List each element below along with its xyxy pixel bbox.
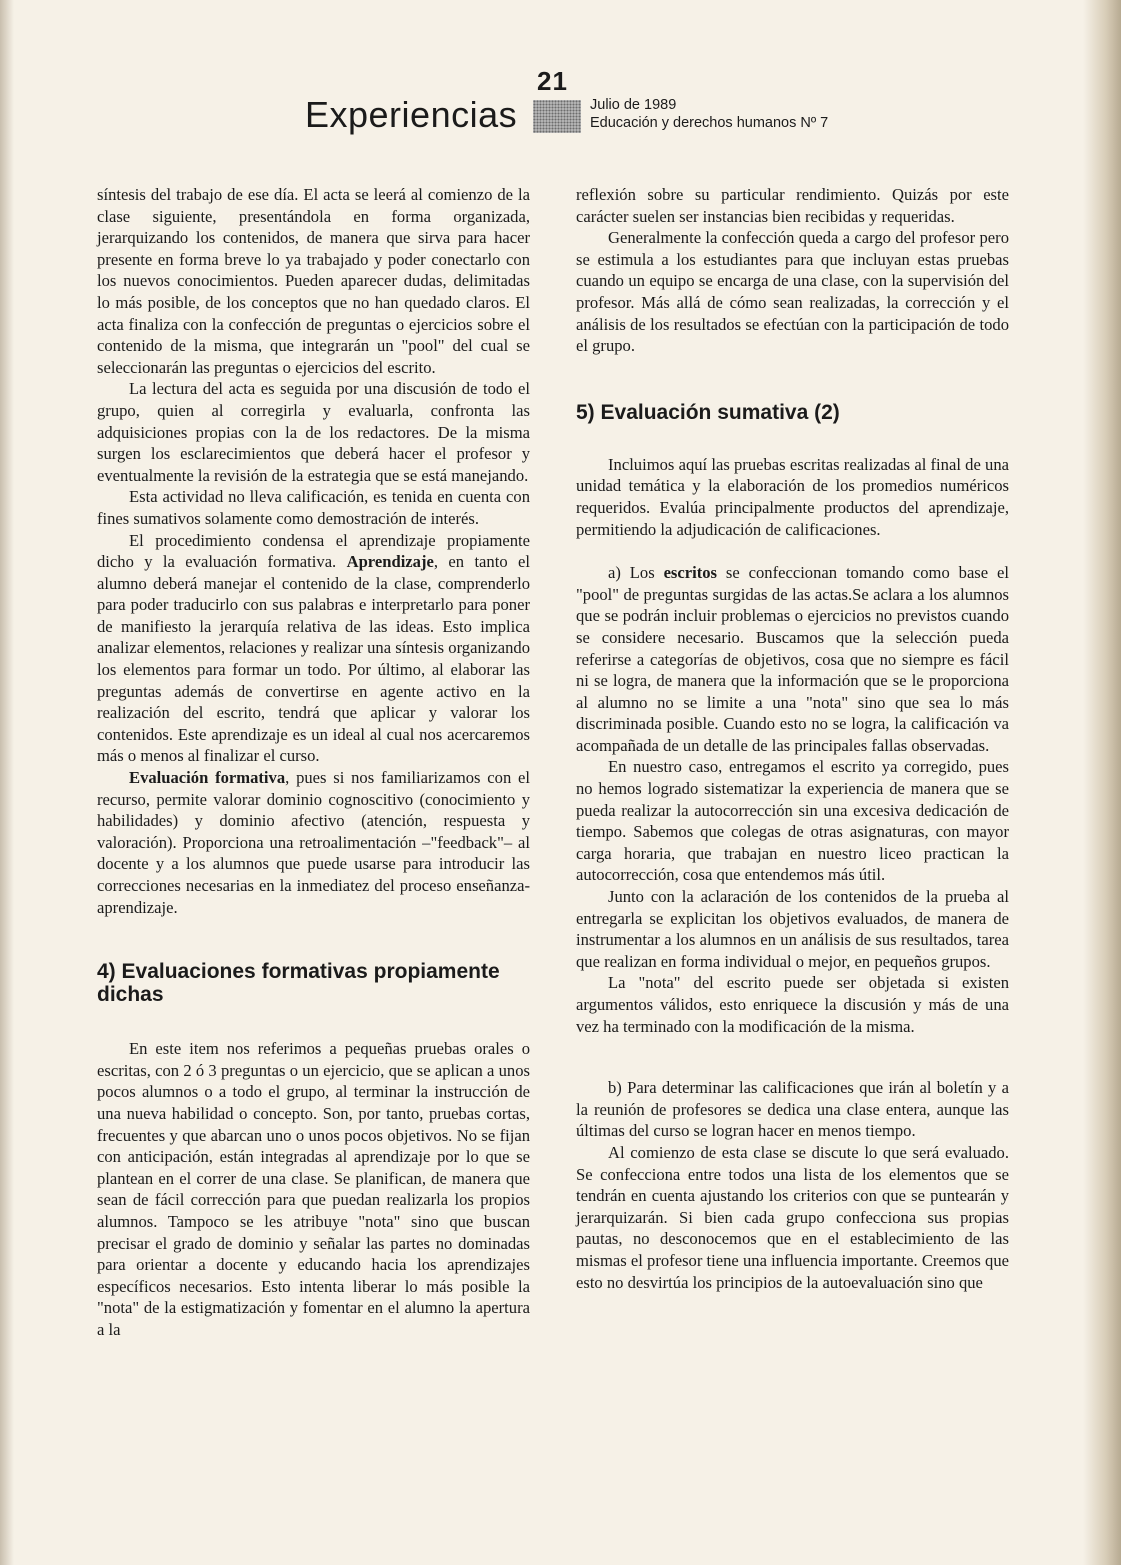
- paragraph: En este item nos referimos a pequeñas pruebas orales o escritas, con 2 ó 3 preguntas o un ejercicio, que se aplican a unos pocos alumnos o a todo el grupo, al terminar la instrucción de una nueva habilidad o concepto. Son, por tanto, pruebas cortas, frecuentes y que abarcan uno o unos pocos objetivos. No se fijan con anticipación, están integradas al aprendizaje por lo que se plantean en el correr de una clase. Se planifican, de manera que sean de fácil corrección para que puedan realizarla los propios alumnos. Tampoco se les atribuye "nota" sino que buscan precisar el grado de dominio y señalar las partes no dominadas para orientar a docente y educando hacia los aprendizajes específicos necesarios. Esto intenta liberar lo más posible la "nota" de la estigmatización y fomentar en el alumno la apertura a la: [97, 1039, 530, 1339]
- left-column: [97, 184, 530, 1341]
- paragraph: En nuestro caso, entregamos el escrito ya corregido, pues no hemos logrado sistematizar la experiencia de manera que se pueda realizar la autocorrección sin una excesiva dedicación de tiempo. Sabemos que colegas de otras asignaturas, con mayor carga horaria, que trabajan en nuestro liceo practican la autocorrección, cosa que entendemos más útil.: [576, 757, 1009, 885]
- paragraph: b) Para determinar las calificaciones que irán al boletín y a la reunión de profesores se dedica una clase entera, aunque las últimas del curso se logran hacer en menos tiempo.: [576, 1078, 1009, 1141]
- paragraph: Al comienzo de esta clase se discute lo que será evaluado. Se confecciona entre todos una lista de los elementos que se tendrán en cuenta ajustando los criterios con que se puntearán y jerarquizarán. Si bien cada grupo confecciona sus propias pautas, no desconocemos que en el establecimiento de las mismas el profesor tiene una influencia importante. Creemos que esto no desvirtúa los principios de la autoevaluación sino que: [576, 1142, 1009, 1292]
- masthead-halftone-box: [533, 100, 581, 133]
- page-edge-left: [0, 0, 14, 1565]
- text-run: se confeccionan tomando como base el "pool" de preguntas surgidas de las actas.Se aclara a los alumnos que se podrán incluir problemas o ejercicios no previstos cuando se considere necesario. Buscamos que la selección pueda referirse a categorías de objetivos, cosa que no siempre es fácil ni se logra, de manera que la información que se le proporciona al alumno no se limite a una "nota" sino que sea lo más discriminada posible. Cuando esto no se logra, la calificación va acompañada de un detalle de las principales fallas observadas.: [576, 563, 1009, 755]
- paragraph: [576, 562, 1009, 756]
- paragraph: La lectura del acta es seguida por una discusión de todo el grupo, quien al corregirla y evaluarla, confronta las adquisiciones propias con la de los redactores. De la misma surgen los esclarecimientos que deberá hacer el profesor y eventualmente la revisión de la estrategia que se está manejando.: [97, 379, 530, 485]
- paragraph: Generalmente la confección queda a cargo del profesor pero se estimula a los estudiantes para que incluyan estas pruebas cuando un equipo se encarga de una clase, con la supervisión del profesor. Más allá de cómo sean realizadas, la corrección y el análisis de los resultados se efectúan con la participación de todo el grupo.: [576, 228, 1009, 356]
- paragraph: reflexión sobre su particular rendimiento. Quizás por este carácter suelen ser instancias bien recibidas y requeridas.: [576, 185, 1009, 226]
- page-number: 21: [537, 66, 568, 96]
- text-run: , en tanto el alumno deberá manejar el contenido de la clase, comprenderlo para poder traducirlo con sus palabras e interpretarlo para poner de manifiesto la jerarquía relativa de las ideas. Esto implica analizar elementos, relaciones y realizar una síntesis organizando los elementos para formar un todo. Por último, al elaborar las preguntas además de convertirse en agente activo en la realización del escrito, tendrá que aplicar y valorar los contenidos. Este aprendizaje es un ideal al cual nos acercaremos más o menos al finalizar el curso.: [97, 552, 530, 766]
- right-column: [576, 184, 1009, 1293]
- text-run: a) Los: [608, 563, 664, 583]
- issue-date: Julio de 1989: [590, 97, 677, 113]
- bold-term: escritos: [663, 563, 718, 583]
- spacer: [576, 540, 1009, 562]
- paragraph: [97, 767, 530, 918]
- masthead-meta: [590, 96, 828, 132]
- paragraph: Incluimos aquí las pruebas escritas realizadas al final de una unidad temática y la elaboración de los promedios numéricos requeridos. Evalúa principalmente productos del aprendizaje, permitiendo la adjudicación de calificaciones.: [576, 454, 1009, 539]
- paragraph: Junto con la aclaración de los contenidos de la prueba al entregarla se explicitan los objetivos evaluados, de manera de instrumentar a los alumnos en un análisis de sus resultados, tarea que realizan en forma individual o mejor, en pequeños grupos.: [576, 887, 1009, 971]
- bold-term: Aprendizaje: [346, 552, 434, 572]
- text-run: El procedimiento condensa el aprendizaje propiamente dicho y la evaluación formativa.: [97, 530, 530, 572]
- section-title: Experiencias: [305, 94, 518, 135]
- section-heading: 4) Evaluaciones formativas propiamente dichas: [97, 960, 500, 1007]
- paragraph: síntesis del trabajo de ese día. El acta se leerá al comienzo de la clase siguiente, presentándola en forma organizada, jerarquizando los contenidos, de manera que sirva para hacer presente en forma breve lo ya trabajado y poder conectarlo con los nuevos conocimientos. Pueden aparecer dudas, delimitadas lo más posible, de los conceptos que no han quedado claros. El acta finaliza con la confección de preguntas o ejercicios sobre el contenido de la misma, que integrarán un "pool" del cual se seleccionarán las preguntas o ejercicios del escrito.: [97, 185, 530, 377]
- section-heading: 5) Evaluación sumativa (2): [576, 400, 840, 424]
- text-run: , pues si nos familiarizamos con el recurso, permite valorar dominio cognoscitivo (conocimiento y habilidades) y dominio afectivo (atención, respuesta y valoración). Proporciona una retroalimentación –"feedback"– al docente y a los alumnos que puede usarse para introducir las correcciones necesarias en la inmediatez del proceso enseñanza-aprendizaje.: [97, 768, 530, 917]
- bold-term: Evaluación formativa: [129, 768, 286, 788]
- publication-name: Educación y derechos humanos Nº 7: [590, 115, 829, 131]
- spacer: [576, 1037, 1009, 1077]
- paragraph: Esta actividad no lleva calificación, es tenida en cuenta con fines sumativos solamente como demostración de interés.: [97, 487, 530, 528]
- page-edge-right: [1083, 0, 1121, 1565]
- paragraph: [97, 530, 530, 768]
- paragraph: La "nota" del escrito puede ser objetada si existen argumentos válidos, esto enriquece la discusión y más de una vez ha terminado con la modificación de la misma.: [576, 973, 1009, 1036]
